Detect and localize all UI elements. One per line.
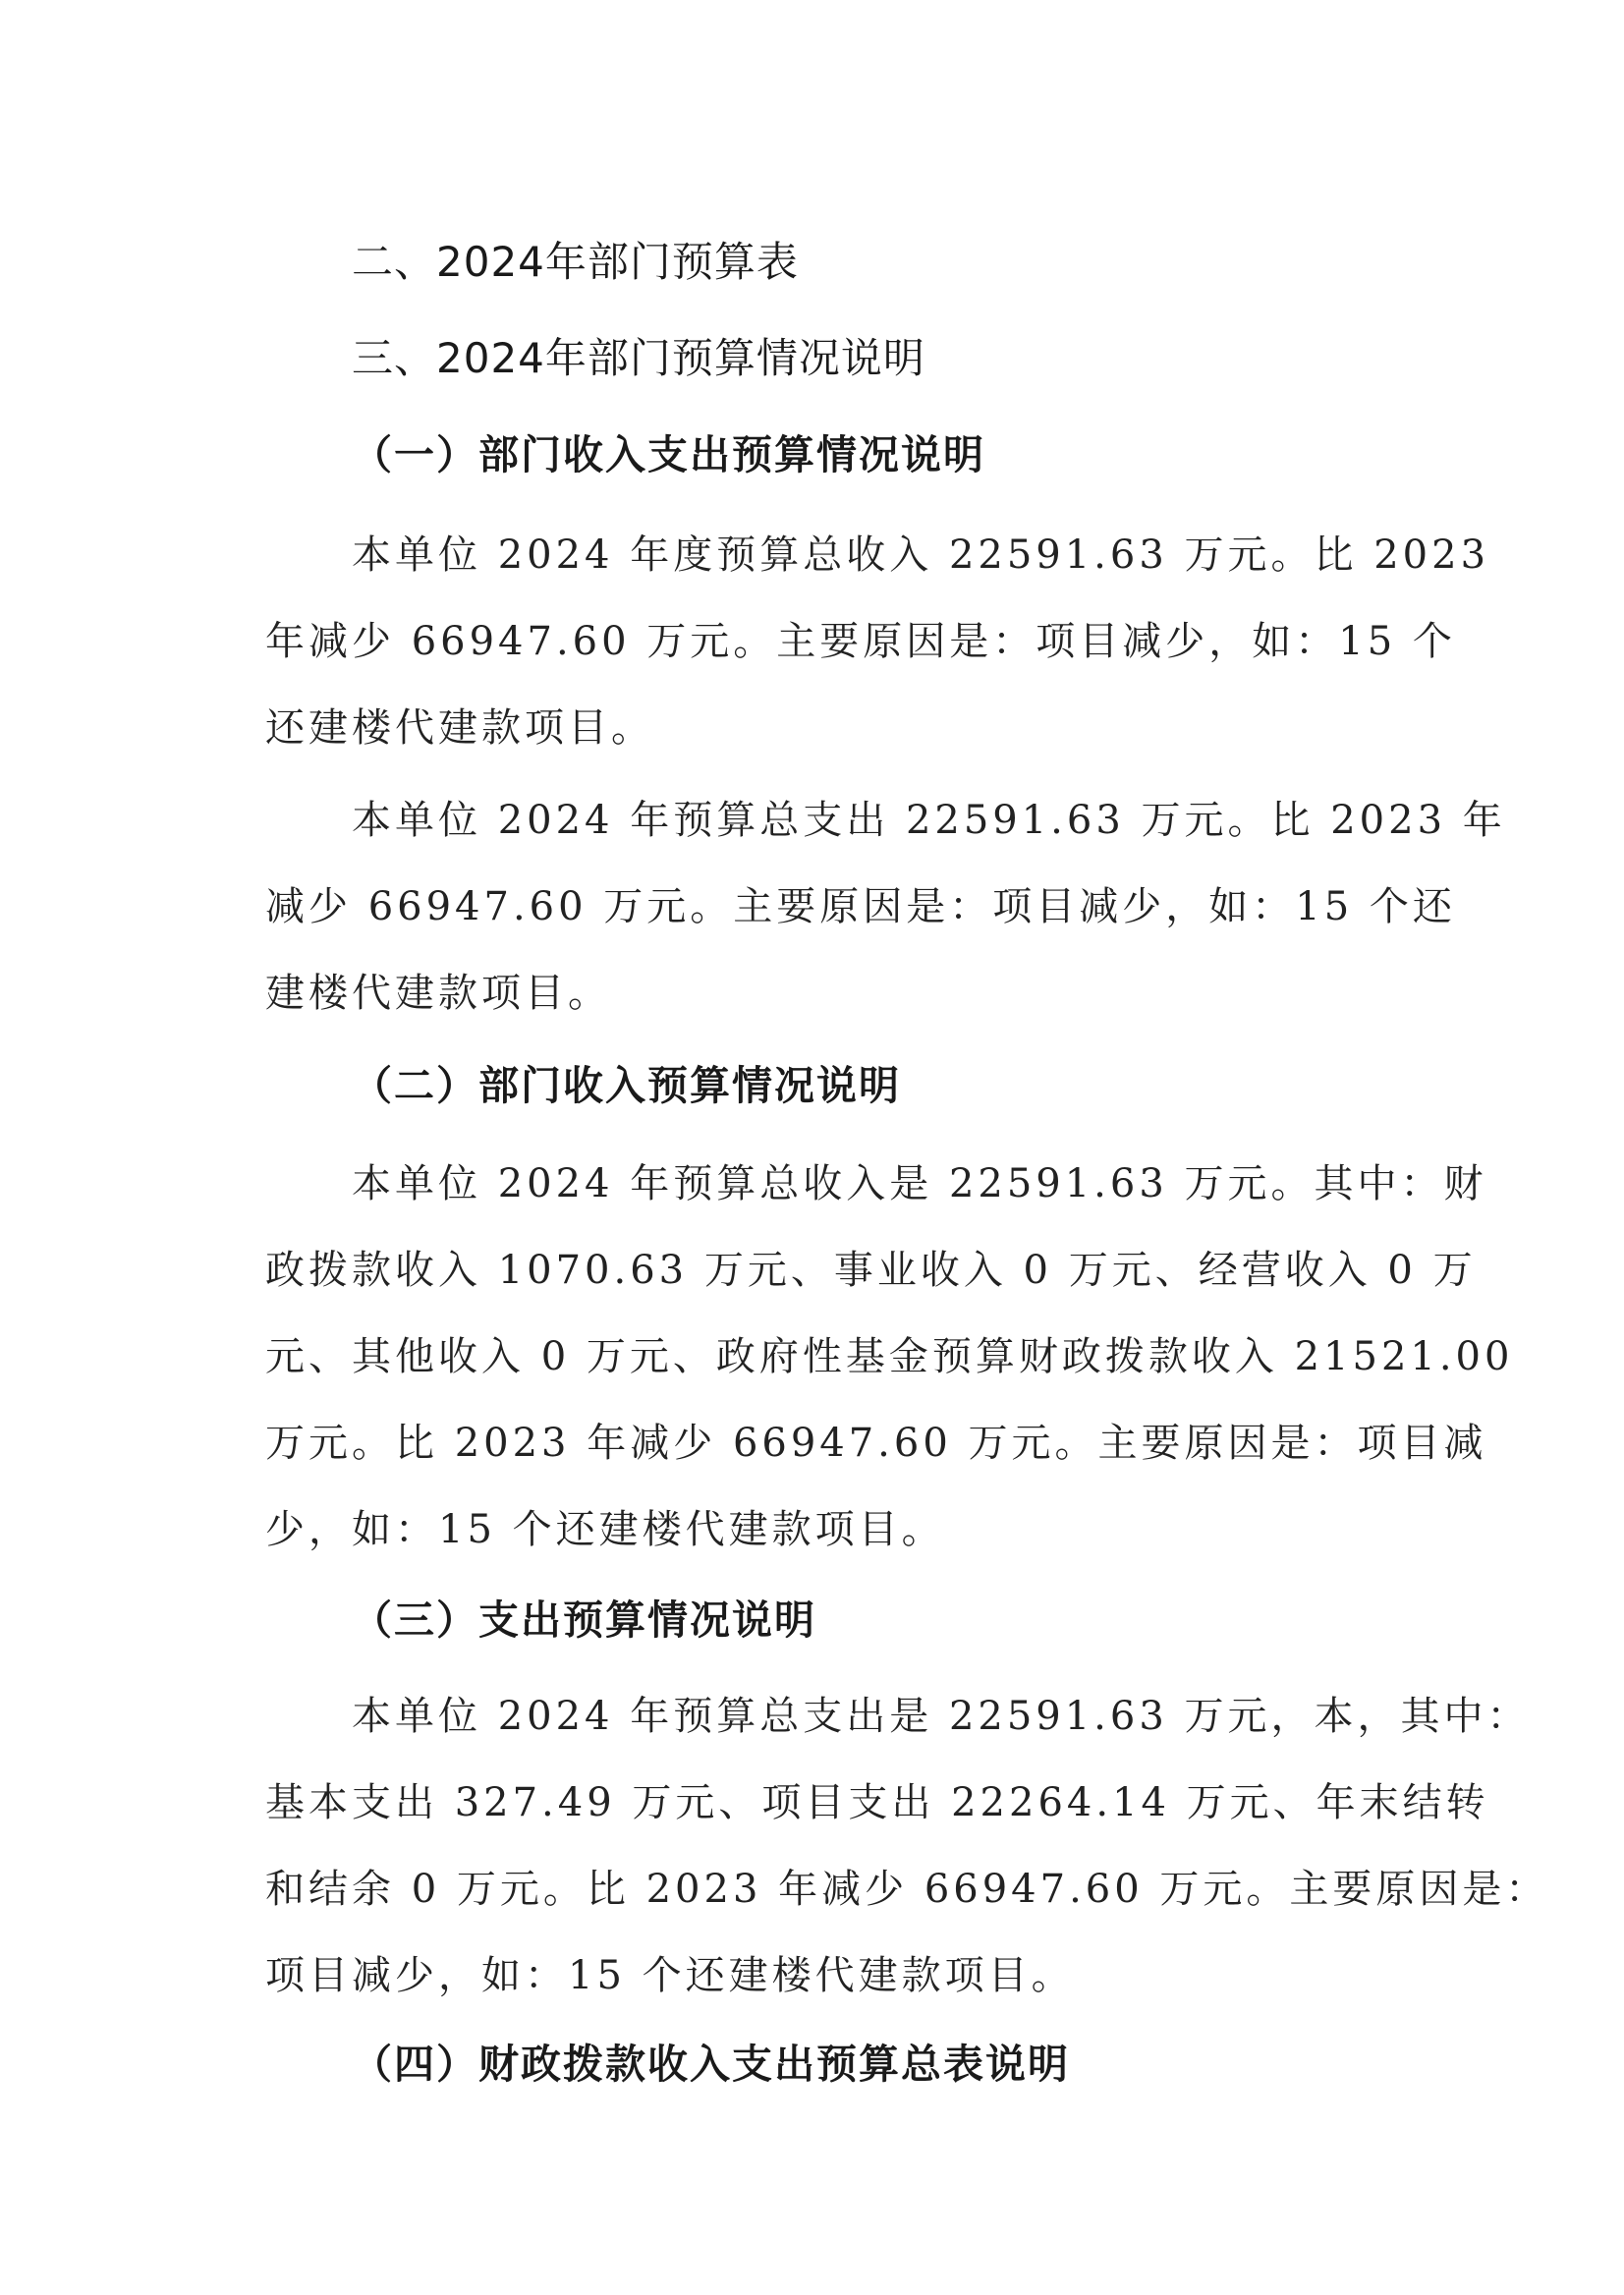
- heading-budget-tables: 二、2024年部门预算表: [352, 238, 799, 286]
- section-title-2: （二）部门收入预算情况说明: [352, 1062, 901, 1109]
- paragraph-line: 项目减少，如：15 个还建楼代建款项目。: [265, 1953, 1075, 1998]
- paragraph-line: 少，如：15 个还建楼代建款项目。: [265, 1507, 945, 1552]
- paragraph-line: 万元。比 2023 年减少 66947.60 万元。主要原因是：项目减: [265, 1421, 1487, 1466]
- paragraph-line: 本单位 2024 年预算总支出是 22591.63 万元，本，其中：: [352, 1694, 1531, 1739]
- paragraph-line: 还建楼代建款项目。: [265, 705, 654, 751]
- section-title-1: （一）部门收入支出预算情况说明: [352, 431, 985, 478]
- paragraph-line: 本单位 2024 年预算总收入是 22591.63 万元。其中：财: [352, 1161, 1487, 1206]
- paragraph-line: 减少 66947.60 万元。主要原因是：项目减少，如：15 个还: [265, 884, 1456, 929]
- section-title-4: （四）财政拨款收入支出预算总表说明: [352, 2041, 1070, 2088]
- paragraph-line: 政拨款收入 1070.63 万元、事业收入 0 万元、经营收入 0 万: [265, 1248, 1477, 1293]
- paragraph-line: 年减少 66947.60 万元。主要原因是：项目减少，如：15 个: [265, 619, 1456, 664]
- paragraph-line: 建楼代建款项目。: [265, 971, 611, 1016]
- section-title-3: （三）支出预算情况说明: [352, 1596, 816, 1644]
- paragraph-line: 元、其他收入 0 万元、政府性基金预算财政拨款收入 21521.00: [265, 1334, 1514, 1379]
- paragraph-line: 基本支出 327.49 万元、项目支出 22264.14 万元、年末结转: [265, 1780, 1489, 1825]
- heading-budget-explanation: 三、2024年部门预算情况说明: [352, 334, 925, 382]
- paragraph-line: 本单位 2024 年度预算总收入 22591.63 万元。比 2023: [352, 532, 1490, 578]
- paragraph-line: 和结余 0 万元。比 2023 年减少 66947.60 万元。主要原因是：: [265, 1867, 1549, 1912]
- paragraph-line: 本单位 2024 年预算总支出 22591.63 万元。比 2023 年: [352, 798, 1506, 843]
